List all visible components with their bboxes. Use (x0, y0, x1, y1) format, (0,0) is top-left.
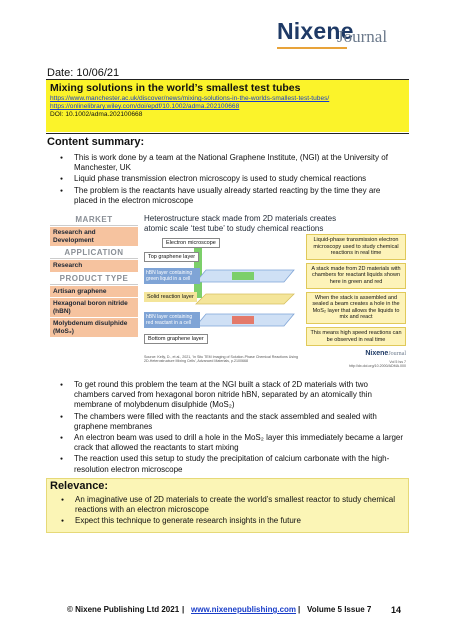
footer-volume: Volume 5 Issue 7 (307, 605, 372, 614)
figure-note: Liquid-phase transmission electron microscopy used to study chemical reactions in real time (306, 234, 406, 260)
label-solid-layer: Solid reaction layer (144, 292, 197, 302)
figure-sidebar (50, 214, 138, 338)
relevance-box (46, 478, 409, 533)
figure-logo (346, 342, 406, 368)
figure-logo-brand: Nixene (365, 350, 389, 357)
article-doi: DOI: 10.1002/adma.202100668 (50, 111, 143, 118)
product-type-label: PRODUCT TYPE (50, 273, 138, 285)
footer-separator: | (298, 605, 301, 614)
solid-layer-shape (196, 294, 294, 304)
article-link-news[interactable]: https://www.manchester.ac.uk/discover/news/mixing-solutions-in-the-worlds-smallest-test-tubes/ (50, 95, 330, 102)
figure-note: A stack made from 2D materials with chambers for reactant liquids shown here in green and red (306, 263, 406, 289)
article-title: Mixing solutions in the world’s smallest test tubes (50, 82, 301, 94)
journal-logo (277, 18, 409, 48)
date: Date: 10/06/21 (47, 67, 120, 79)
summary-heading: Content summary: (47, 136, 145, 148)
summary-bullet: ● The problem is the reactants have usually already started reacting by the time they are placed in the electron microscope (60, 186, 405, 206)
detail-bullet: ● The chambers were filled with the reactants and the stack assembled and sealed with graphene membranes (60, 412, 405, 432)
figure-logo-journal: Journal (388, 351, 406, 357)
summary-bullet: ● Liquid phase transmission electron microscopy is used to study chemical reactions (60, 174, 405, 184)
stack-diagram (144, 238, 304, 350)
divider-title (46, 133, 409, 134)
footer-website-link[interactable]: www.nixenepublishing.com (191, 605, 297, 614)
market-label: MARKET (50, 214, 138, 226)
figure-title: Heterostructure stack made from 2D materials creates atomic scale ‘test tube’ to study chemical reactions (144, 214, 337, 233)
logo-brand: Nixene (277, 18, 354, 44)
figure-logo-line1: Vol 5 Iss 7 (389, 360, 406, 364)
detail-bullet: ● An electron beam was used to drill a hole in the MoS₂ layer this immediately became a larger crack that allowed the reactants to start mixing (60, 433, 405, 453)
figure-source: Source: Kelly, D., et al., 2021, 'In Situ TEM Imaging of Solution-Phase Chemical Reactions Using 2D-Heterostructure Mixing Cells', Advanced Materials, p.2100668 (144, 355, 298, 364)
summary-bullet: ● This is work done by a team at the National Graphene Institute, (NGI) at the University of Manchester, UK (60, 153, 405, 173)
label-bottom-graphene: Bottom graphene layer (144, 334, 208, 344)
footer-separator: | (182, 605, 185, 614)
detail-bullet: ● To get round this problem the team at the NGI built a stack of 2D materials with two chambers carved from hexagonal boron nitride hBN, separated by an atomically thin membrane of molybdenum disulphide (MoS₂) (60, 380, 405, 411)
footer-copyright: © Nixene Publishing Ltd 2021 (67, 605, 180, 614)
figure-logo-line2: http://dx.doi.org/10.2000/ADMA.000 (348, 364, 406, 369)
product-item: Artisan graphene (50, 286, 138, 298)
relevance-bullet: ● An imaginative use of 2D materials to create the world’s smallest reactor to study chemical reactions with an electron microscope (61, 495, 401, 515)
label-hbn-top: hBN layer containing green liquid in a cell (144, 268, 200, 284)
relevance-bullet: ● Expect this technique to generate research insights in the future (61, 516, 401, 526)
logo-journal: Journal (337, 27, 388, 46)
relevance-heading: Relevance: (50, 480, 109, 492)
red-reactant-cell (232, 316, 254, 324)
label-top-graphene: Top graphene layer (144, 252, 199, 262)
figure-notes (306, 234, 406, 349)
relevance-list (61, 495, 401, 528)
detail-bullet: ● The reaction used this setup to study the precipitation of calcium carbonate with the high-resolution electron microscope (60, 454, 405, 474)
application-label: APPLICATION (50, 247, 138, 259)
article-link-paper[interactable]: https://onlinelibrary.wiley.com/doi/epdf/10.1002/adma.202100668 (50, 103, 240, 110)
label-hbn-bottom: hBN layer containing red reactant in a cell (144, 312, 200, 328)
product-item: Molybdenum disulphide (MoS₂) (50, 318, 138, 337)
market-value: Research and Development (50, 227, 138, 246)
details-list (60, 380, 405, 476)
figure-note: When the stack is assembled and sealed a beam creates a hole in the MoS₂ layer that allows the liquids to mix and react (306, 292, 406, 324)
green-liquid-cell (232, 272, 254, 280)
logo-underline (277, 47, 347, 49)
page-number: 14 (391, 605, 402, 615)
application-value: Research (50, 260, 138, 272)
product-item: Hexagonal boron nitride (hBN) (50, 298, 138, 317)
article-header (46, 80, 409, 132)
label-electron-microscope: Electron microscope (162, 238, 220, 248)
summary-list (60, 153, 405, 207)
heterostructure-figure (46, 210, 410, 370)
figure-note: This means high speed reactions can be observed in real time (306, 327, 406, 346)
